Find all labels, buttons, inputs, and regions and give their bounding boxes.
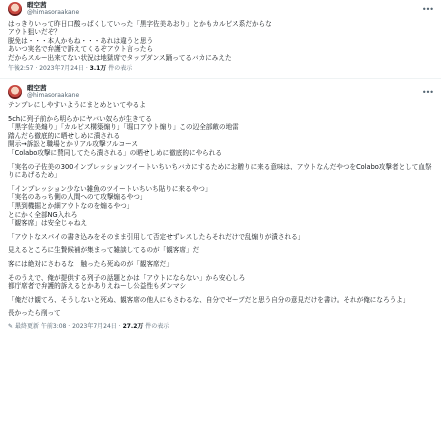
tweet-paragraph: 5chに列子前から明らかにヤバい奴らが生きてる 「黒字佐美煽り」「カルビス構築煽り」「堀口アウト煽り」この辺全部敵の地雷 踏んだら徹底的に晒せしめに潰される 開示→訴訟と職場とかリアル攻撃フルコース 「Colabo攻撃に賛同してたら潰される」の晒せしめに徹底的にやられる <box>8 114 239 157</box>
display-name[interactable]: 暇空茜 <box>27 1 47 9</box>
views-count: 27.2万 <box>122 322 144 330</box>
user-handle[interactable]: @himasoraakane <box>27 92 80 100</box>
edited-label[interactable]: 最終更新 <box>14 322 39 330</box>
tweet-paragraph: 「アウトなスパイの書き込みをそのまま引用して否定せずレスしたらそれだけで乱煽りが潰される」 <box>8 232 305 241</box>
tweet-paragraph: テンプレにしやすいようにまとめといてやるよ <box>8 101 146 110</box>
tweet-1 <box>0 0 441 73</box>
tweet-text: はっきりいって昨日口酸っぱくしていった「黒字佐美あおり」とかもカルビス系だからな アウト狙いだぞ？ 脱免は・・・本人かもね・・・あれは違うと思う あいつ実名で弁護で訴えてくるぞアウト言ったら だからスルー出来てない状況は地獄席でタップダンス踊ってるバカにみえた <box>8 20 272 62</box>
tweet-meta: ✎ 最終更新 午前3:08 · 2023年7月24日 · 27.2万 件の表示 <box>8 322 170 330</box>
user-handle[interactable]: @himasoraakane <box>27 9 80 16</box>
avatar[interactable] <box>8 2 22 16</box>
views-label: 件の表示 <box>108 65 133 73</box>
tweet-paragraph: 「実名の子佐美の300インプレッションツイートいちいちバカにするためにお贈りに来る意味は、アウトなんだやつをColabo攻撃者として血祭りにあげるため」 <box>8 162 432 180</box>
tweet-time[interactable]: 午前3:08 · 2023年7月24日 <box>40 322 117 330</box>
avatar[interactable] <box>8 85 22 99</box>
tweet-header <box>8 0 433 18</box>
views-label: 件の表示 <box>145 322 170 330</box>
ellipsis-icon[interactable]: ••• <box>421 87 433 97</box>
divider <box>0 78 441 79</box>
author-names <box>27 85 79 99</box>
ellipsis-icon[interactable]: ••• <box>421 4 433 14</box>
tweet-text <box>8 101 433 318</box>
display-name[interactable]: 暇空茜 <box>27 84 47 93</box>
tweet-time[interactable]: 午後2:57 · 2023年7月24日 <box>8 65 84 73</box>
author-names <box>27 2 79 16</box>
tweet-paragraph: 「俺だけ観てろ、そうしないと死ぬ、観客席の他人にもさわるな、自分でゼーブだと思う自分の意見だけを書け。それが俺になろうよ」 <box>8 295 410 304</box>
tweet-meta: 午後2:57 · 2023年7月24日 · 3.1万 件の表示 <box>8 65 133 73</box>
tweet-paragraph: そのうえで、俺が提供する列子の話題とかは「アウトにならない」から安心しろ 都庁席者で弁護的訴えるとかありえねーし公益性もダンマシ <box>8 273 246 291</box>
edited-icon: ✎ <box>8 322 14 330</box>
tweet-2 <box>0 83 441 331</box>
tweet-header <box>8 83 433 101</box>
tweet-paragraph: 客には絶対にさわるな 触ったら死ぬのが「観客席だ」 <box>8 259 173 268</box>
tweet-paragraph: 「インプレッション少ない雑魚のツイートいちいち貼りに来るやつ」 「実名のあっち側の人間へのて攻撃煽るやつ」 「黒到機掘とか細アウトなのを煽るやつ」 とにかく全部NG入れろ 「観客席」は安全じゃねえ <box>8 184 212 228</box>
tweet-paragraph: 見えるところに生贄候補が集まって雑談してるのが「観客席」だ <box>8 246 200 255</box>
views-count: 3.1万 <box>89 65 107 73</box>
tweet-paragraph: 長かったら削って <box>8 309 61 318</box>
